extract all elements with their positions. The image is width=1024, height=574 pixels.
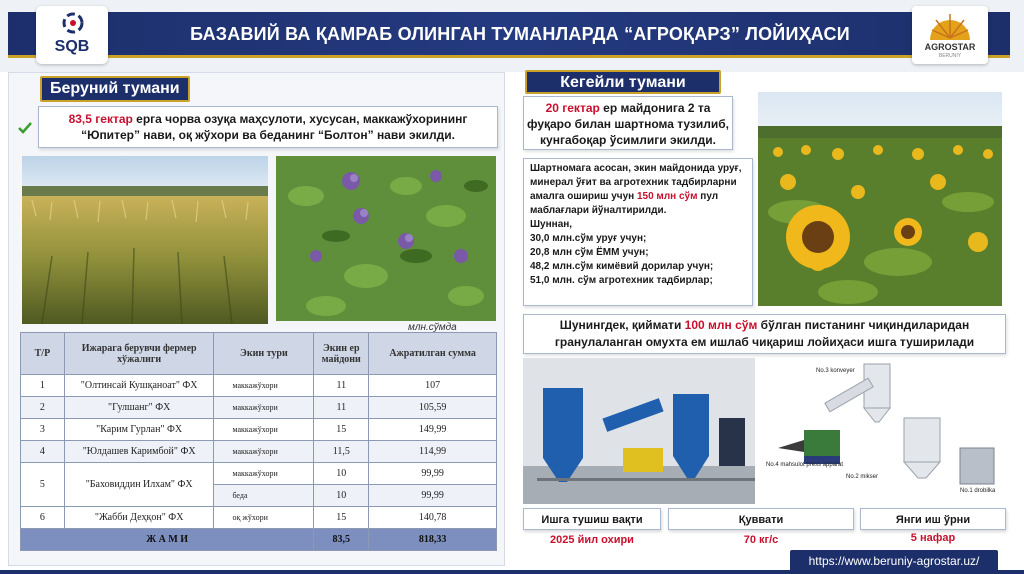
table-row — [21, 441, 497, 463]
kegeyli-area-highlight: 20 гектар — [545, 101, 600, 115]
contract-item: 51,0 млн. сўм агротехник тадбирлар; — [530, 275, 713, 286]
row-area: 10 — [314, 463, 369, 485]
sunflower-field-photo — [758, 92, 1002, 306]
checkmark-icon — [18, 121, 32, 135]
row-crop: маккажўхори — [214, 441, 314, 463]
pista-text-before: Шунингдек, қиймати — [559, 318, 685, 332]
row-area: 15 — [314, 419, 369, 441]
diagram-label-drobilka: No.1 drobilka — [960, 488, 996, 494]
table-row — [21, 507, 497, 529]
stat-jobs-value: 5 нафар — [910, 532, 956, 544]
table-row — [21, 419, 497, 441]
header — [0, 0, 1024, 72]
contract-line1: Шартномага асосан, экин майдонида уруғ, минерал ўғит ва агротехник тадбирларни амалга ошириш учун — [530, 163, 742, 202]
row-area: 11 — [314, 375, 369, 397]
row-crop: маккажўхори — [214, 375, 314, 397]
beruniy-info-box — [38, 106, 498, 148]
stat-launch-value: 2025 йил охири — [550, 534, 634, 546]
row-farm: "Жабби Деҳқон" ФХ — [64, 507, 214, 529]
feed-plant-photo — [523, 358, 755, 504]
table-row — [21, 375, 497, 397]
row-area: 15 — [314, 507, 369, 529]
sqb-logo-text: SQB — [54, 38, 90, 55]
diagram-label-press: No.4 mahsulot press apparat — [766, 462, 844, 468]
row-farm: "Баховиддин Илхам" ФХ — [64, 463, 214, 507]
contract-item: 48,2 млн.сўм кимёвий дорилар учун; — [530, 261, 714, 272]
row-sum: 107 — [369, 375, 497, 397]
row-area: 10 — [314, 485, 369, 507]
row-number: 2 — [21, 397, 65, 419]
contract-details-box — [523, 158, 753, 306]
beruniy-district-label: Беруний тумани — [40, 76, 190, 102]
row-sum: 105,59 — [369, 397, 497, 419]
row-number: 6 — [21, 507, 65, 529]
footer-bar — [0, 570, 1024, 574]
row-sum: 114,99 — [369, 441, 497, 463]
row-farm: "Юлдашев Каримбой" ФХ — [64, 441, 214, 463]
contract-item: 20,8 млн сўм ЁММ учун; — [530, 247, 649, 258]
pista-text-after: бўлган пистанинг чиқиндиларидан гранулаланган омухта ем ишлаб чиқариш лойиҳаси ишга туширилади — [554, 318, 975, 349]
contract-amount: 150 млн сўм — [636, 191, 698, 202]
row-sum: 140,78 — [369, 507, 497, 529]
sun-emblem-icon — [912, 8, 988, 42]
row-crop: оқ жўхори — [214, 507, 314, 529]
table-total-row — [21, 529, 497, 551]
alfalfa-photo — [276, 156, 496, 321]
row-number: 5 — [21, 463, 65, 507]
header-number: Т/Р — [21, 333, 65, 375]
agrostar-logo — [912, 6, 988, 64]
row-number: 4 — [21, 441, 65, 463]
row-sum: 99,99 — [369, 485, 497, 507]
row-farm: "Олтинсай Кушқаноат" ФХ — [64, 375, 214, 397]
total-area: 83,5 — [314, 529, 369, 551]
unit-note: млн.сўмда — [408, 322, 457, 333]
kegeyli-info-box — [523, 96, 733, 150]
contract-item: 30,0 млн.сўм уруғ учун; — [530, 233, 647, 244]
row-number: 3 — [21, 419, 65, 441]
stat-launch-label: Ишга тушиш вақти — [523, 508, 661, 530]
row-farm: "Гулшанг" ФХ — [64, 397, 214, 419]
row-crop: маккажўхори — [214, 463, 314, 485]
sqb-emblem-icon — [62, 12, 84, 34]
header-crop: Экин тури — [214, 333, 314, 375]
kegeyli-district-label: Кегейли тумани — [525, 70, 721, 94]
pistachio-project-box — [523, 314, 1006, 354]
contract-line3: Шуннан, — [530, 219, 573, 230]
table-row — [21, 397, 497, 419]
row-crop: беда — [214, 485, 314, 507]
row-area: 11 — [314, 397, 369, 419]
page-title: БАЗАВИЙ ВА ҚАМРАБ ОЛИНГАН ТУМАНЛАРДА “АГРОҚАРЗ” ЛОЙИҲАСИ — [190, 24, 850, 44]
kegeyli-info-text: ер майдонига 2 та фуқаро билан шартнома тузилиб, кунгабоқар ўсимлиги экилди. — [526, 101, 729, 147]
agrostar-logo-sub: BERUNIY — [938, 53, 962, 59]
contract-line2: пул маблағлари йўналтирилди. — [530, 191, 719, 216]
farm-funding-table — [20, 332, 497, 551]
corn-field-photo — [22, 156, 268, 324]
row-crop: маккажўхори — [214, 419, 314, 441]
row-sum: 149,99 — [369, 419, 497, 441]
total-sum: 818,33 — [369, 529, 497, 551]
stat-capacity-label: Қуввати — [668, 508, 854, 530]
beruniy-info-text: ерга чорва озуқа маҳсулоти, хусусан, маккажўхорининг “Юпитер” нави, оқ жўхори ва беданинг “Болтон” нави экилди. — [81, 112, 468, 142]
row-sum: 99,99 — [369, 463, 497, 485]
agrostar-logo-text: AGROSTAR — [924, 42, 976, 52]
row-farm: "Карим Гурлан" ФХ — [64, 419, 214, 441]
sqb-logo — [36, 6, 108, 64]
header-farm: Ижарага берувчи фермер хўжалиги — [64, 333, 214, 375]
table-header-row — [21, 333, 497, 375]
beruniy-area-highlight: 83,5 гектар — [68, 112, 133, 126]
stat-jobs-label: Янги иш ўрни — [860, 508, 1006, 530]
stat-capacity-value: 70 кг/с — [743, 534, 779, 546]
row-number: 1 — [21, 375, 65, 397]
total-label: Ж А М И — [21, 529, 314, 551]
diagram-label-konveyer: No.3 konveyer — [816, 368, 855, 374]
header-area: Экин ер майдони — [314, 333, 369, 375]
row-area: 11,5 — [314, 441, 369, 463]
header-sum: Ажратилган сумма — [369, 333, 497, 375]
equipment-diagram — [764, 358, 1004, 504]
diagram-label-mikser: No.2 mikser — [846, 474, 879, 480]
table-row — [21, 463, 497, 485]
row-crop: маккажўхори — [214, 397, 314, 419]
website-link[interactable]: https://www.beruniy-agrostar.uz/ — [790, 550, 998, 572]
pista-amount: 100 млн сўм — [684, 318, 758, 332]
